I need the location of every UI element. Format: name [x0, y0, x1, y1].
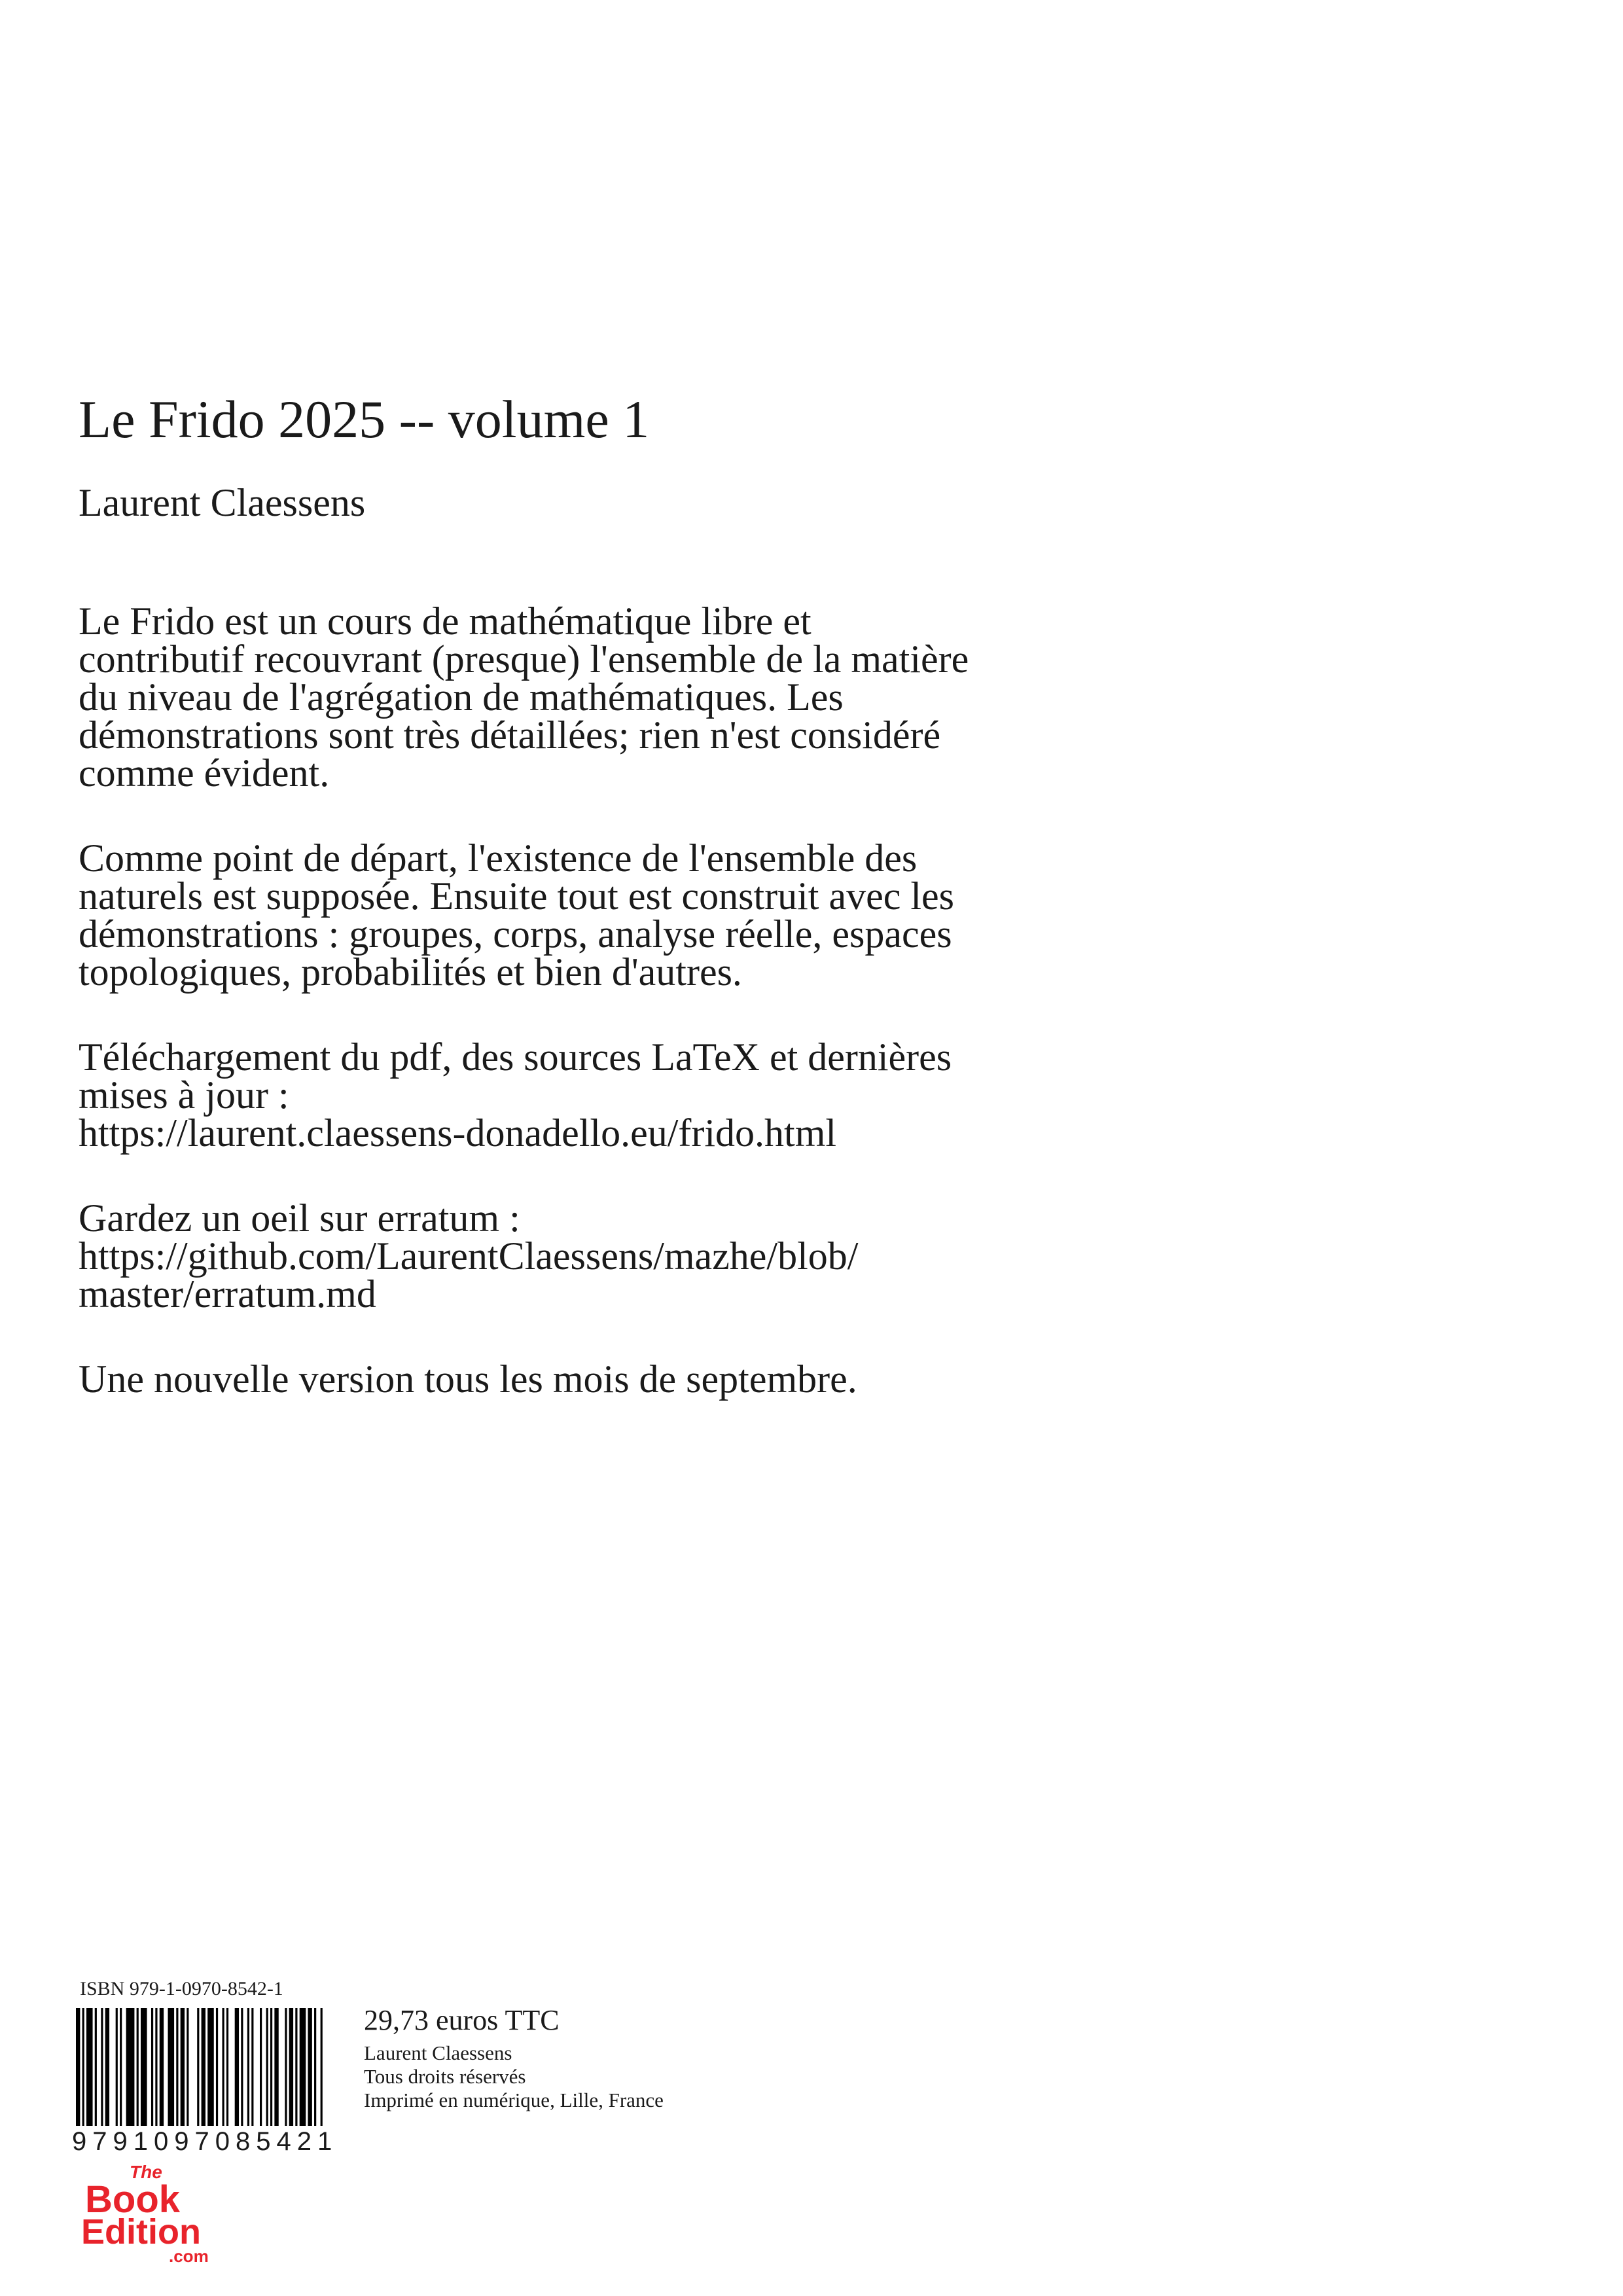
barcode-bar: [216, 2008, 218, 2126]
publisher-name: Laurent Claessens: [364, 2041, 512, 2064]
barcode-bar: [137, 2008, 139, 2126]
barcode-bar: [95, 2008, 97, 2126]
barcode-bar: [314, 2008, 316, 2126]
barcode-bar: [308, 2008, 312, 2126]
barcode-bar: [126, 2008, 135, 2126]
barcode-bar: [116, 2008, 118, 2126]
text-line: du niveau de l'agrégation de mathématiques. Les: [79, 675, 844, 719]
text-line: démonstrations : groupes, corps, analyse réelle, espaces: [79, 912, 952, 956]
barcode-bar: [223, 2008, 224, 2126]
paragraph-content: [79, 836, 1309, 994]
barcode-bar: [207, 2008, 214, 2126]
barcode-bar: [168, 2008, 175, 2126]
barcode-bar: [285, 2008, 287, 2126]
erratum-url: master/erratum.md: [79, 1272, 376, 1316]
text-line: Une nouvelle version tous les mois de septembre.: [79, 1357, 857, 1401]
barcode-bar: [289, 2008, 293, 2126]
the-book-edition-logo: [79, 2160, 236, 2265]
rights-notice: Tous droits réservés: [364, 2064, 526, 2088]
barcode-bar: [160, 2008, 164, 2126]
logo-edition: Edition: [81, 2212, 201, 2251]
barcode-bar: [101, 2008, 103, 2126]
logo-book: Book: [85, 2178, 180, 2221]
erratum-url: https://github.com/LaurentClaessens/mazhe/blob/: [79, 1234, 859, 1278]
download-url: https://laurent.claessens-donadello.eu/frido.html: [79, 1111, 837, 1155]
barcode-bar: [226, 2008, 228, 2126]
back-cover-description: [79, 602, 1309, 1445]
barcode-bar: [266, 2008, 268, 2126]
barcode-bar: [151, 2008, 153, 2126]
text-line: comme évident.: [79, 751, 330, 795]
barcode-bar: [251, 2008, 253, 2126]
isbn-label: ISBN 979-1-0970-8542-1: [80, 1978, 283, 2000]
logo-com: .com: [169, 2246, 209, 2265]
text-line: topologiques, probabilités et bien d'autres.: [79, 950, 742, 994]
barcode-bar: [105, 2008, 109, 2126]
barcode-bar: [274, 2008, 278, 2126]
text-line: Téléchargement du pdf, des sources LaTeX et dernières: [79, 1035, 952, 1079]
barcode-bar: [197, 2008, 199, 2126]
text-line: Gardez un oeil sur erratum :: [79, 1196, 520, 1240]
barcode-bar: [181, 2008, 185, 2126]
barcode-bar: [247, 2008, 249, 2126]
text-line: démonstrations sont très détaillées; rien n'est considéré: [79, 713, 941, 757]
logo-the: The: [130, 2162, 162, 2182]
imprint-block: [364, 2004, 664, 2112]
barcode-bar: [260, 2008, 262, 2126]
text-line: contributif recouvrant (presque) l'ensemble de la matière: [79, 637, 969, 681]
print-location: Imprimé en numérique, Lille, France: [364, 2088, 664, 2111]
book-author: Laurent Claessens: [79, 481, 366, 524]
barcode-bar: [295, 2008, 297, 2126]
barcode-bar: [120, 2008, 122, 2126]
barcode-bar: [321, 2008, 323, 2126]
barcode-bar: [76, 2008, 80, 2126]
barcode-bar: [187, 2008, 188, 2126]
barcode-digits: 9791097085421: [72, 2127, 338, 2156]
text-line: mises à jour :: [79, 1073, 289, 1117]
text-line: Le Frido est un cours de mathématique libre et: [79, 600, 812, 643]
barcode-bar: [155, 2008, 157, 2126]
isbn-barcode: [76, 2008, 325, 2126]
text-line: Comme point de départ, l'existence de l'ensemble des: [79, 836, 918, 880]
barcode-bar: [300, 2008, 306, 2126]
paragraph-release: [79, 1357, 1309, 1401]
barcode-bar: [235, 2008, 239, 2126]
barcode-bar: [202, 2008, 205, 2126]
price: 29,73 euros TTC: [364, 2004, 560, 2036]
paragraph-download: [79, 1035, 1309, 1155]
paragraph-erratum: [79, 1196, 1309, 1316]
barcode-bar: [176, 2008, 178, 2126]
barcode-bar: [241, 2008, 243, 2126]
text-line: naturels est supposée. Ensuite tout est construit avec les: [79, 874, 955, 918]
barcode-bar: [141, 2008, 147, 2126]
barcode-bar: [86, 2008, 93, 2126]
barcode-bar: [270, 2008, 272, 2126]
barcode-bar: [82, 2008, 84, 2126]
paragraph-intro: [79, 600, 1309, 795]
book-title: Le Frido 2025 -- volume 1: [79, 389, 650, 449]
